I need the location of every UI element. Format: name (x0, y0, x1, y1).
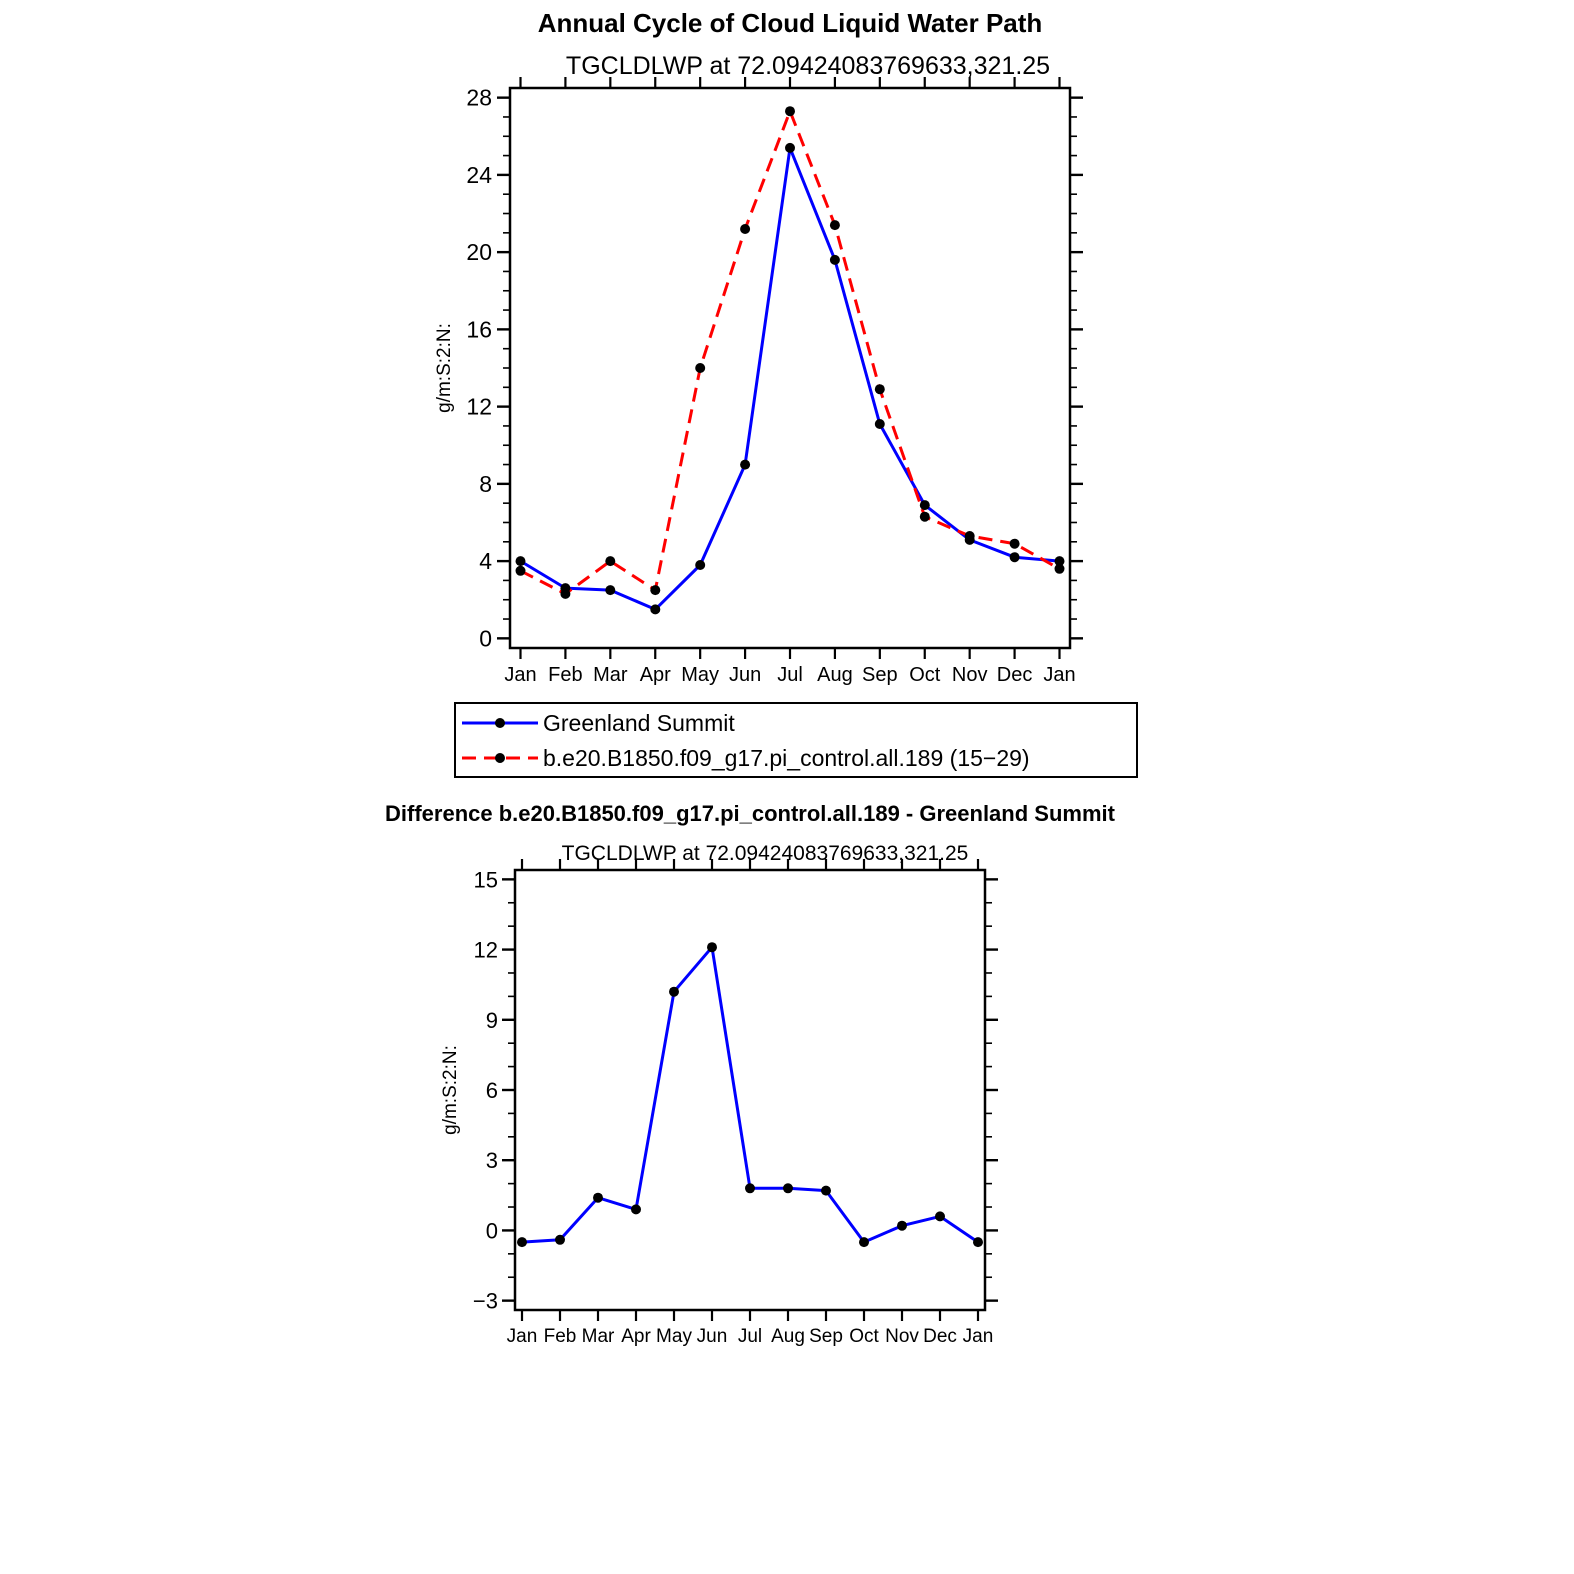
y-axis-label: g/m:S:2:N: (434, 323, 455, 413)
x-axis-month-label: Sep (862, 664, 898, 686)
x-axis-month-label: Feb (548, 664, 583, 686)
series-marker (785, 143, 795, 153)
y-axis-tick-label: 16 (466, 316, 492, 343)
series-marker (935, 1211, 945, 1221)
series-marker (695, 363, 705, 373)
x-axis-month-label: Jun (728, 664, 762, 686)
series-marker (631, 1204, 641, 1214)
x-axis-month-label: May (681, 664, 720, 686)
series-marker (821, 1186, 831, 1196)
y-axis-tick-label: 4 (479, 548, 492, 575)
series-marker (650, 604, 660, 614)
x-axis-month-label: Jan (506, 1326, 538, 1347)
series-marker (875, 419, 885, 429)
x-axis-month-label: Oct (909, 664, 941, 686)
x-axis-month-label: Jan (1043, 664, 1076, 686)
series-marker (785, 106, 795, 116)
series-marker (745, 1183, 755, 1193)
y-axis-tick-label: 15 (473, 867, 498, 893)
series-marker (605, 556, 615, 566)
series-line-1 (521, 148, 1060, 610)
y-axis-tick-label: 0 (479, 625, 492, 652)
legend-marker (495, 753, 505, 763)
chart-1 (434, 77, 1137, 777)
series-marker (830, 255, 840, 265)
series-line-1 (522, 947, 978, 1242)
y-axis-tick-label: −3 (472, 1288, 498, 1314)
x-axis-month-label: Jan (962, 1326, 994, 1347)
x-axis-month-label: May (656, 1326, 692, 1347)
y-axis-tick-label: 12 (473, 937, 498, 963)
series-marker (920, 500, 930, 510)
series-marker (859, 1237, 869, 1247)
x-axis-month-label: Nov (951, 664, 988, 686)
x-axis-month-label: Jul (777, 664, 803, 686)
x-axis-month-label: Nov (885, 1326, 919, 1347)
y-axis-tick-label: 28 (466, 84, 492, 111)
series-marker (605, 585, 615, 595)
chart1-subtitle: TGCLDLWP at 72.09424083769633,321.25 (565, 52, 1051, 80)
x-axis-month-label: Mar (593, 664, 628, 686)
y-axis-tick-label: 6 (485, 1078, 498, 1103)
series-line-2 (521, 111, 1060, 594)
plot-frame (515, 870, 985, 1310)
series-marker (740, 224, 750, 234)
x-axis-month-label: Sep (809, 1326, 843, 1347)
x-axis-month-label: Jan (504, 664, 537, 686)
y-axis-tick-label: 12 (466, 393, 492, 420)
x-axis-month-label: Jun (696, 1326, 728, 1347)
plot-frame (510, 88, 1070, 648)
y-axis-tick-label: 8 (479, 470, 492, 497)
series-marker (1010, 539, 1020, 549)
series-marker (897, 1221, 907, 1231)
series-marker (740, 460, 750, 470)
x-axis-month-label: Apr (639, 664, 671, 686)
x-axis-month-label: Dec (996, 664, 1033, 686)
series-marker (560, 589, 570, 599)
chart-2 (440, 859, 998, 1347)
series-marker (707, 942, 717, 952)
x-axis-month-label: Apr (621, 1326, 651, 1347)
chart2-subtitle: TGCLDLWP at 72.09424083769633,321.25 (561, 842, 969, 865)
series-marker (920, 512, 930, 522)
x-axis-month-label: Dec (923, 1326, 957, 1347)
series-marker (593, 1193, 603, 1203)
series-marker (555, 1235, 565, 1245)
x-axis-month-label: Feb (543, 1326, 577, 1347)
x-axis-month-label: Jul (737, 1326, 763, 1347)
series-marker (1010, 552, 1020, 562)
chart2-title: Difference b.e20.B1850.f09_g17.pi_control.all.189 - Greenland Summit (385, 801, 1115, 826)
series-marker (669, 987, 679, 997)
series-marker (516, 556, 526, 566)
series-marker (783, 1183, 793, 1193)
series-marker (830, 220, 840, 230)
legend-label: Greenland Summit (543, 710, 735, 736)
chart1-title: Annual Cycle of Cloud Liquid Water Path (537, 8, 1043, 38)
series-marker (517, 1237, 527, 1247)
x-axis-month-label: Aug (771, 1326, 805, 1347)
series-marker (1055, 564, 1065, 574)
series-marker (650, 585, 660, 595)
series-marker (516, 566, 526, 576)
series-marker (973, 1237, 983, 1247)
x-axis-month-label: Oct (849, 1326, 879, 1347)
y-axis-tick-label: 3 (485, 1148, 498, 1174)
legend-marker (495, 718, 505, 728)
y-axis-tick-label: 9 (485, 1007, 498, 1033)
y-axis-tick-label: 0 (485, 1218, 498, 1244)
y-axis-tick-label: 20 (466, 239, 492, 266)
y-axis-tick-label: 24 (466, 161, 492, 188)
series-marker (965, 531, 975, 541)
x-axis-month-label: Aug (817, 664, 853, 686)
series-marker (875, 384, 885, 394)
x-axis-month-label: Mar (581, 1326, 615, 1347)
series-marker (695, 560, 705, 570)
y-axis-label: g/m:S:2:N: (440, 1045, 461, 1135)
legend-label: b.e20.B1850.f09_g17.pi_control.all.189 (15−29) (543, 745, 1030, 771)
